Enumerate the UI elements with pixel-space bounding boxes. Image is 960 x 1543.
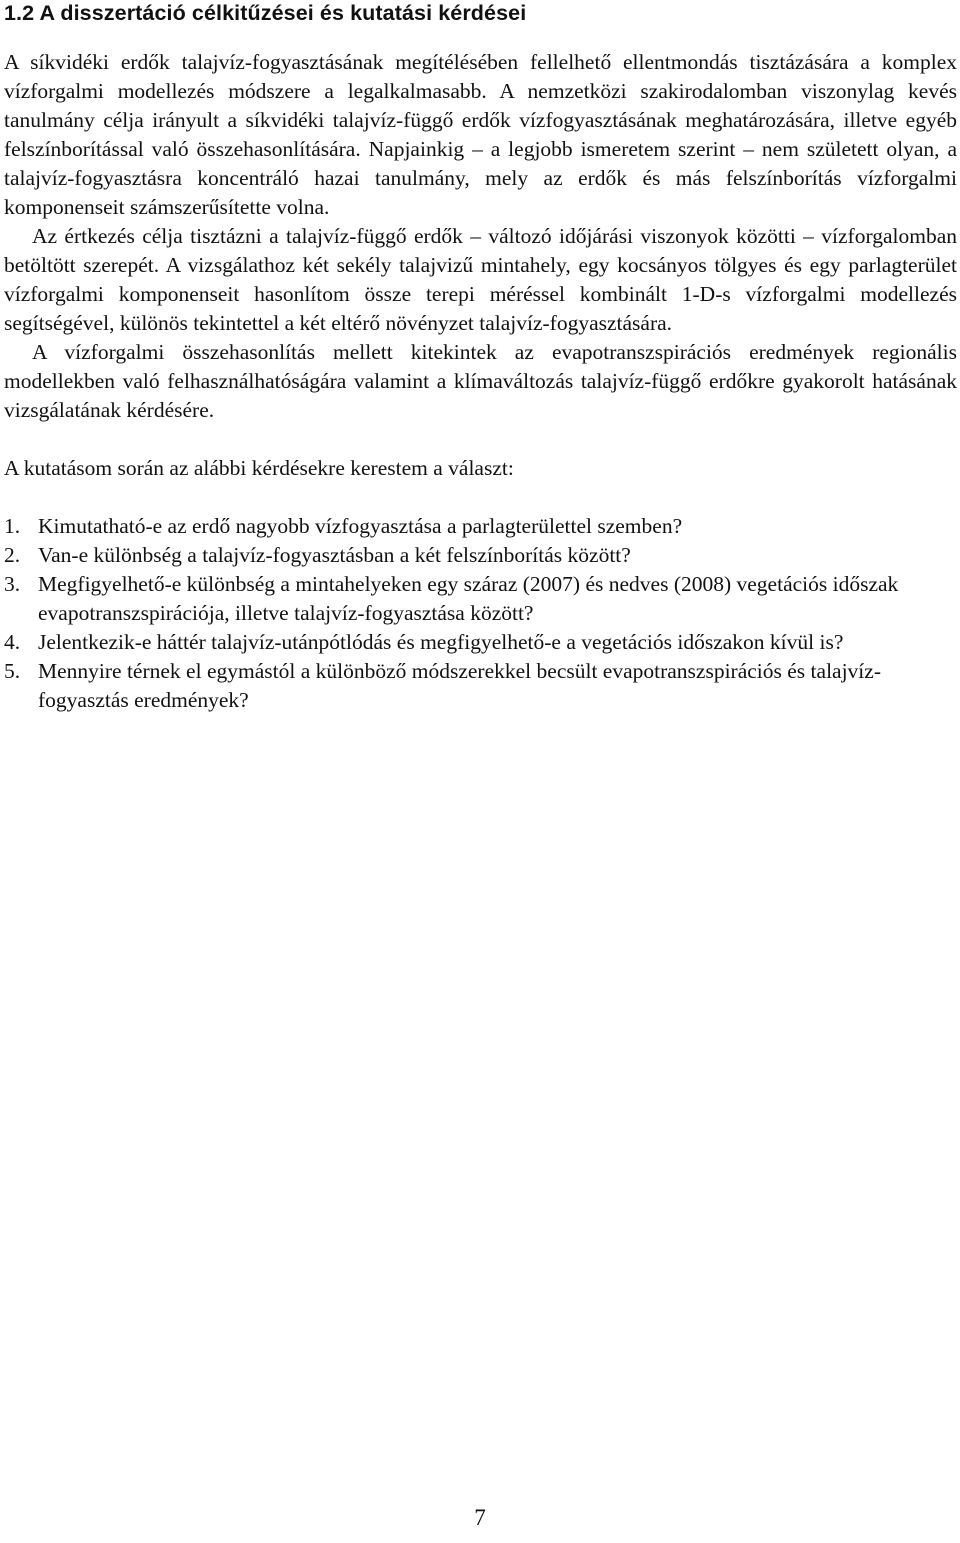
research-question-1 — [4, 512, 957, 541]
question-text: Kimutatható-e az erdő nagyobb vízfogyasztása a parlagterülettel szemben? — [38, 514, 683, 538]
section-heading: 1.2 A disszertáció célkitűzései és kutatási kérdései — [4, 1, 527, 25]
page-number: 7 — [474, 1505, 486, 1530]
research-question-3 — [4, 570, 957, 628]
paragraph-aim: Az értkezés célja tisztázni a talajvíz-függő erdők – változó időjárási viszonyok közötti – vízforgalomban betöltött szerepét. A vizsgálathoz két sekély talajvizű mintahely, egy kocsányos tölgyes és egy parlagterület vízforgalmi komponenseit hasonlítom össze terepi méréssel kombinált 1-D-s vízforgalmi modellezés segítségével, különös tekintettel a két eltérő növényzet talajvíz-fogyasztására. — [4, 224, 957, 335]
question-number: 5. — [4, 659, 21, 683]
questions-intro: A kutatásom során az alábbi kérdésekre kerestem a választ: — [4, 456, 514, 480]
research-question-2 — [4, 541, 957, 570]
question-number: 2. — [4, 543, 21, 567]
question-text: Van-e különbség a talajvíz-fogyasztásban a két felszínborítás között? — [38, 543, 631, 567]
question-number: 1. — [4, 514, 21, 538]
question-text: Mennyire térnek el egymástól a különböző módszerekkel becsült evapotranszspirációs és talajvíz-fogyasztás eredmények? — [38, 659, 881, 712]
research-questions-list — [4, 512, 957, 715]
research-question-4 — [4, 628, 957, 657]
research-question-5 — [4, 657, 957, 715]
question-text: Jelentkezik-e háttér talajvíz-utánpótlódás és megfigyelhető-e a vegetációs időszakon kívül is? — [38, 630, 844, 654]
paragraph-outlook: A vízforgalmi összehasonlítás mellett kitekintek az evapotranszspirációs eredmények regionális modellekben való felhasználhatóságára valamint a klímaváltozás talajvíz-függő erdőkre gyakorolt hatásának vizsgálatának kérdésére. — [4, 340, 957, 422]
question-number: 4. — [4, 630, 21, 654]
paragraph-intro: A síkvidéki erdők talajvíz-fogyasztásának megítélésében fellelhető ellentmondás tisztázására a komplex vízforgalmi modellezés módszere a legalkalmasabb. A nemzetközi szakirodalomban viszonylag kevés tanulmány célja irányult a síkvidéki talajvíz-függő erdők vízfogyasztásának meghatározására, illetve egyéb felszínborítással való összehasonlítására. Napjainkig – a legjobb ismeretem szerint – nem született olyan, a talajvíz-fogyasztásra koncentráló hazai tanulmány, mely az erdők és más felszínborítás vízforgalmi komponenseit számszerűsítette volna. — [4, 50, 957, 219]
question-text: Megfigyelhető-e különbség a mintahelyeken egy száraz (2007) és nedves (2008) vegetációs időszak evapotranszspirációja, illetve talajvíz-fogyasztása között? — [38, 572, 899, 625]
question-number: 3. — [4, 572, 21, 596]
